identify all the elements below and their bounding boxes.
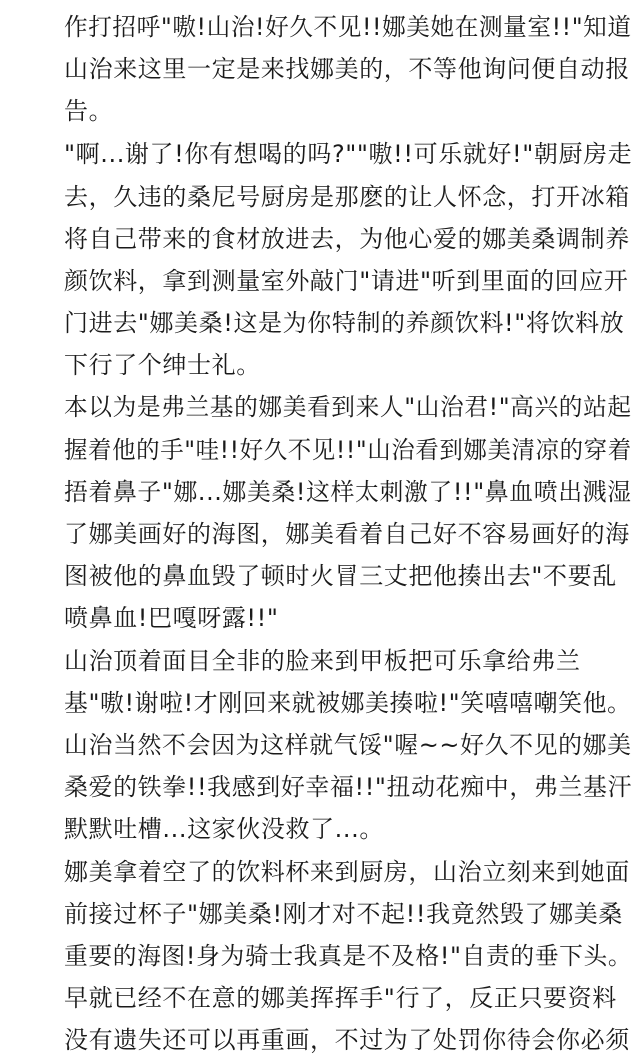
text-line: 了娜美画好的海图，娜美看着自己好不容易画好的海 (64, 520, 630, 548)
text-line: 门进去"娜美桑!这是为你特制的养颜饮料!"将饮料放 (64, 309, 625, 337)
text-line: 桑爱的铁拳!!我感到好幸福!!"扭动花痴中，弗兰基汗 (64, 773, 633, 801)
text-line: 娜美拿着空了的饮料杯来到厨房，山治立刻来到她面 (64, 858, 630, 886)
text-line: 图被他的鼻血毁了顿时火冒三丈把他揍出去"不要乱 (64, 562, 617, 590)
text-line: 前接过杯子"娜美桑!刚才对不起!!我竟然毁了娜美桑 (64, 900, 623, 928)
text-line: 重要的海图!身为骑士我真是不及格!"自责的垂下头。 (64, 942, 633, 970)
text-line: "啊...谢了!你有想喝的吗?""嗷!!可乐就好!"朝厨房走 (64, 140, 633, 168)
text-line: 作打招呼"嗷!山治!好久不见!!娜美她在测量室!!"知道 (64, 13, 632, 41)
text-line: 本以为是弗兰基的娜美看到来人"山治君!"高兴的站起 (64, 393, 632, 421)
text-line: 山治顶着面目全非的脸来到甲板把可乐拿给弗兰 (64, 647, 581, 675)
text-line: 告。 (64, 97, 114, 125)
text-line: 喷鼻血!巴嘎呀露!!" (64, 604, 279, 632)
text-line: 握着他的手"哇!!好久不见!!"山治看到娜美清凉的穿着 (64, 436, 632, 464)
text-line: 默默吐槽...这家伙没救了...。 (64, 815, 384, 843)
text-line: 山治来这里一定是来找娜美的，不等他询问便自动报 (64, 55, 630, 83)
text-line: 颜饮料，拿到测量室外敲门"请进"听到里面的回应开 (64, 267, 629, 295)
text-line: 山治当然不会因为这样就气馁"喔~~好久不见的娜美 (64, 731, 632, 759)
text-line: 早就已经不在意的娜美挥挥手"行了，反正只要资料 (64, 984, 617, 1012)
text-line: 基"嗷!谢啦!才刚回来就被娜美揍啦!"笑嘻嘻嘲笑他。 (64, 689, 632, 717)
text-line: 将自己带来的食材放进去，为他心爱的娜美桑调制养 (64, 225, 630, 253)
text-line: 捂着鼻子"娜...娜美桑!这样太刺激了!!"鼻血喷出溅湿 (64, 478, 632, 506)
text-line: 没有遗失还可以再重画，不过为了处罚你待会你必须 (64, 1026, 630, 1054)
text-line: 去，久违的桑尼号厨房是那麽的让人怀念，打开冰箱 (64, 183, 630, 211)
text-line: 下行了个绅士礼。 (64, 351, 261, 379)
